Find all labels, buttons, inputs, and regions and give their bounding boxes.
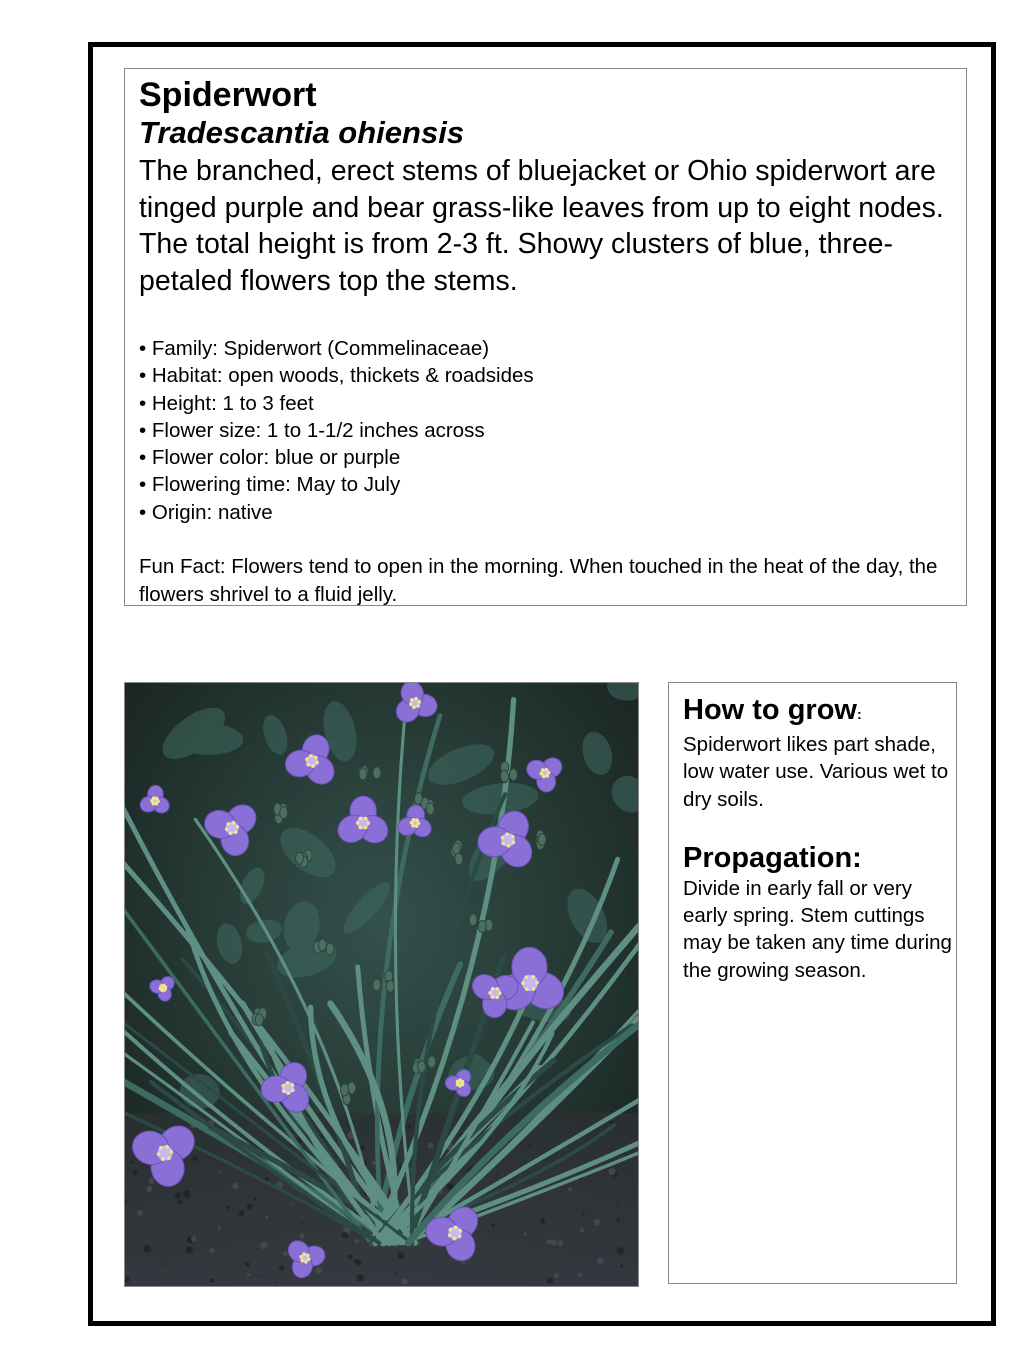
facts-list bbox=[139, 335, 952, 526]
soil-speck bbox=[316, 1267, 323, 1274]
soil-speck bbox=[402, 1279, 408, 1285]
soil-speck bbox=[428, 1143, 434, 1149]
soil-speck bbox=[192, 1156, 197, 1161]
flower-bud bbox=[341, 1084, 349, 1096]
soil-speck bbox=[582, 1213, 585, 1216]
soil-speck bbox=[149, 1177, 153, 1181]
flower-bud bbox=[296, 852, 304, 864]
flower-bud bbox=[373, 979, 381, 991]
soil-speck bbox=[247, 1204, 252, 1209]
flower-bud bbox=[280, 807, 288, 819]
soil-speck bbox=[301, 1223, 304, 1226]
flower-bud bbox=[428, 1056, 436, 1068]
soil-speck bbox=[261, 1275, 263, 1277]
soil-speck bbox=[397, 1252, 404, 1259]
soil-speck bbox=[616, 1204, 618, 1206]
soil-speck bbox=[146, 1186, 152, 1192]
flower-bud bbox=[469, 914, 477, 926]
how-to-grow-heading bbox=[683, 693, 956, 731]
flower-bud bbox=[326, 943, 334, 955]
soil-speck bbox=[524, 1232, 527, 1235]
soil-speck bbox=[620, 1264, 623, 1267]
soil-speck bbox=[220, 1171, 222, 1173]
soil-speck bbox=[292, 1204, 294, 1206]
flower-bud bbox=[455, 853, 463, 865]
soil-speck bbox=[558, 1241, 563, 1246]
soil-speck bbox=[260, 1242, 267, 1249]
propagation-heading: Propagation: bbox=[683, 841, 862, 874]
soil-speck bbox=[616, 1219, 620, 1223]
plant-info-box bbox=[124, 68, 967, 606]
scientific-name: Tradescantia ohiensis bbox=[139, 115, 465, 150]
soil-speck bbox=[143, 1245, 151, 1253]
fact-item: • Height: 1 to 3 feet bbox=[139, 390, 952, 417]
fact-item: • Flower color: blue or purple bbox=[139, 444, 952, 471]
soil-speck bbox=[283, 1251, 288, 1256]
soil-speck bbox=[597, 1258, 603, 1264]
soil-speck bbox=[540, 1219, 545, 1224]
soil-speck bbox=[186, 1246, 193, 1253]
flower-bud bbox=[538, 834, 546, 846]
soil-speck bbox=[191, 1236, 197, 1242]
flower-bud bbox=[318, 939, 326, 951]
how-to-grow-title: How to grow bbox=[683, 694, 857, 726]
soil-speck bbox=[210, 1248, 215, 1253]
how-to-grow-text: Spiderwort likes part shade, low water use. Various wet to dry soils. bbox=[683, 733, 949, 811]
soil-speck bbox=[239, 1211, 245, 1217]
soil-speck bbox=[137, 1210, 143, 1216]
flower-bud bbox=[373, 767, 381, 779]
soil-speck bbox=[348, 1255, 353, 1260]
flower-bud bbox=[426, 803, 434, 815]
fact-item: • Habitat: open woods, thickets & roadsides bbox=[139, 362, 952, 389]
soil-speck bbox=[496, 1173, 498, 1175]
soil-speck bbox=[163, 1263, 165, 1265]
common-name: Spiderwort bbox=[139, 76, 317, 114]
flower-bud bbox=[255, 1014, 263, 1026]
soil-speck bbox=[355, 1239, 359, 1243]
soil-speck bbox=[547, 1277, 554, 1284]
growing-info-box bbox=[668, 682, 957, 1284]
plant-description: The branched, erect stems of bluejacket or Ohio spiderwort are tinged purple and bear grass-like leaves from up to eight nodes. The total height is from 2-3 ft. Showy clusters of blue, three-petaled flowers top the stems. bbox=[139, 155, 944, 297]
how-to-grow-colon: : bbox=[856, 706, 862, 722]
flower-bud bbox=[418, 1061, 426, 1073]
fact-item: • Family: Spiderwort (Commelinaceae) bbox=[139, 335, 952, 362]
soil-speck bbox=[360, 1146, 365, 1151]
soil-speck bbox=[395, 1273, 398, 1276]
soil-speck bbox=[232, 1183, 238, 1189]
soil-speck bbox=[226, 1206, 230, 1210]
soil-speck bbox=[254, 1198, 257, 1201]
soil-speck bbox=[554, 1273, 558, 1277]
fact-item: • Flowering time: May to July bbox=[139, 471, 952, 498]
fact-item: • Flower size: 1 to 1-1/2 inches across bbox=[139, 417, 952, 444]
soil-speck bbox=[132, 1170, 138, 1176]
soil-speck bbox=[299, 1233, 304, 1238]
soil-speck bbox=[568, 1187, 572, 1191]
soil-speck bbox=[617, 1247, 625, 1255]
soil-speck bbox=[279, 1265, 285, 1271]
flower-bud bbox=[414, 793, 422, 805]
soil-speck bbox=[408, 1125, 412, 1129]
soil-speck bbox=[218, 1227, 221, 1230]
soil-speck bbox=[372, 1161, 376, 1165]
soil-speck bbox=[247, 1273, 250, 1276]
soil-speck bbox=[265, 1215, 268, 1218]
soil-speck bbox=[354, 1259, 359, 1264]
soil-speck bbox=[275, 1282, 277, 1284]
soil-speck bbox=[578, 1273, 582, 1277]
soil-speck bbox=[131, 1161, 134, 1164]
soil-speck bbox=[491, 1224, 495, 1228]
soil-speck bbox=[580, 1228, 584, 1232]
soil-speck bbox=[608, 1168, 615, 1175]
soil-speck bbox=[245, 1262, 250, 1267]
flower-bud bbox=[509, 769, 517, 781]
soil-speck bbox=[342, 1232, 349, 1239]
soil-speck bbox=[529, 1143, 532, 1146]
soil-speck bbox=[175, 1192, 182, 1199]
soil-speck bbox=[210, 1278, 215, 1283]
propagation-text: Divide in early fall or very early spring. Stem cuttings may be taken any time during the growing season. bbox=[683, 876, 952, 982]
fun-fact: Fun Fact: Flowers tend to open in the morning. When touched in the heat of the day, the flowers shrivel to a fluid jelly. bbox=[139, 555, 938, 606]
flower-bud bbox=[501, 770, 509, 782]
soil-speck bbox=[357, 1274, 364, 1281]
soil-speck bbox=[550, 1239, 556, 1245]
spiderwort-photo bbox=[124, 682, 639, 1287]
soil-speck bbox=[178, 1200, 183, 1205]
soil-speck bbox=[594, 1219, 601, 1226]
flower-bud bbox=[478, 921, 486, 933]
soil-speck bbox=[183, 1190, 191, 1198]
fact-item: • Origin: native bbox=[139, 499, 952, 526]
flower-bud bbox=[359, 768, 367, 780]
flower-bud bbox=[386, 980, 394, 992]
